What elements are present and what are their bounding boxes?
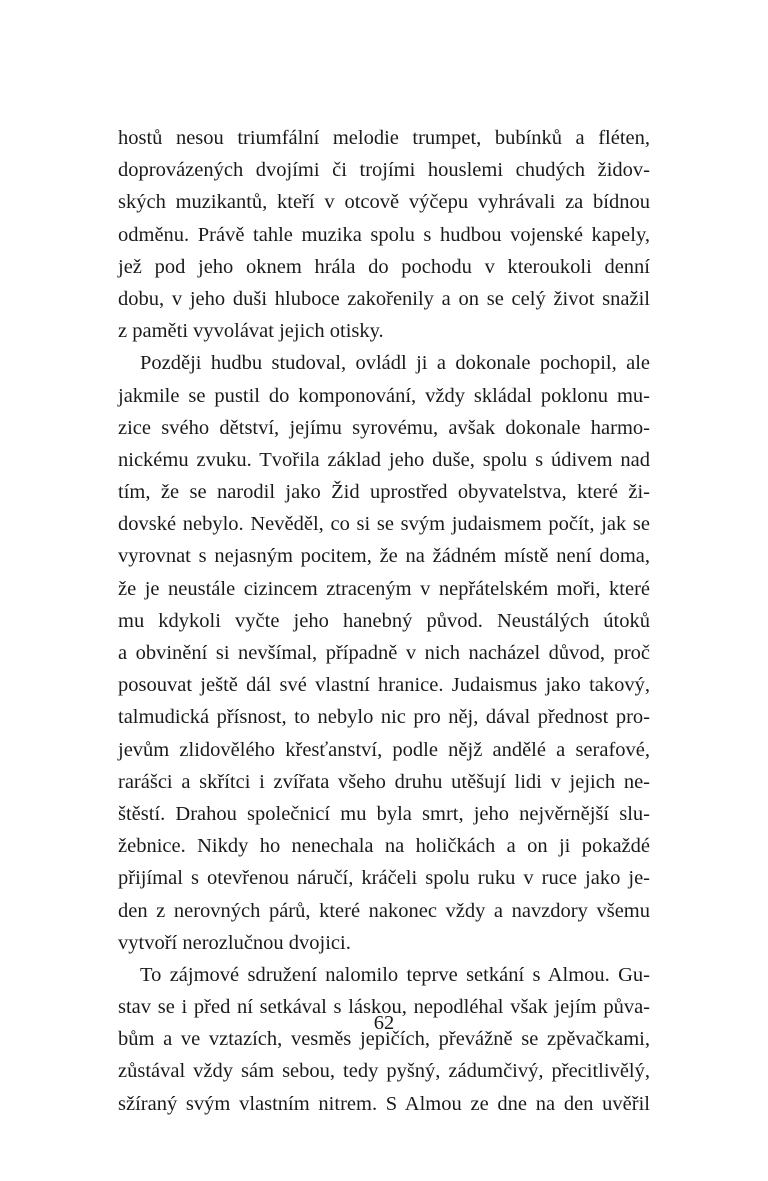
- text-line: den z nerovných párů, které nakonec vždy a navzdory všemu: [118, 899, 650, 922]
- text-line: dobu, v jeho duši hluboce zakořenily a on se celý život snažil: [118, 287, 650, 310]
- text-line: jevům zlidovělého křesťanství, podle nějž andělé a serafové,: [118, 738, 650, 761]
- text-line: žebnice. Nikdy ho nenechala na holičkách a on ji pokaždé: [118, 835, 650, 858]
- text-line: vyrovnat s nejasným pocitem, že na žádném místě není doma,: [118, 545, 650, 568]
- text-line: Později hudbu studoval, ovládl ji a dokonale pochopil, ale: [140, 352, 650, 375]
- text-line: sžíraný svým vlastním nitrem. S Almou ze dne na den uvěřil: [118, 1092, 650, 1115]
- paragraph: [118, 347, 650, 959]
- text-line: hostů nesou triumfální melodie trumpet, bubínků a fléten,: [118, 127, 650, 149]
- text-line: zůstával vždy sám sebou, tedy pyšný, zádumčivý, přecitlivělý,: [118, 1060, 650, 1083]
- text-line: mu kdykoli vyčte jeho hanebný původ. Neustálých útoků: [118, 609, 650, 632]
- text-line: bům a ve vztazích, vesměs jepičích, převážně se zpěvačkami,: [118, 1028, 650, 1051]
- text-line: že je neustále cizincem ztraceným v nepřátelském moři, které: [118, 577, 650, 600]
- body-text: [118, 122, 650, 1120]
- text-line: přijímal s otevřenou náručí, kráčeli spolu ruku v ruce jako je-: [118, 867, 650, 890]
- text-line: tím, že se narodil jako Žid uprostřed obyvatelstva, které ži-: [118, 481, 650, 504]
- text-line: a obvinění si nevšímal, případně v nich nacházel důvod, proč: [118, 642, 650, 664]
- text-line: zice svého dětství, jejímu syrovému, avšak dokonale harmo-: [118, 416, 650, 439]
- page-number: 62: [373, 1012, 395, 1034]
- text-line: nickému zvuku. Tvořila základ jeho duše, spolu s údivem nad: [118, 448, 650, 471]
- text-line: z paměti vyvolávat jejich otisky.: [118, 320, 384, 343]
- paragraph: [118, 959, 650, 1120]
- text-line: To zájmové sdružení nalomilo teprve setkání s Almou. Gu-: [140, 963, 650, 986]
- text-line: ských muzikantů, kteří v otcově výčepu vyhrávali za bídnou: [118, 191, 650, 214]
- text-line: štěstí. Drahou společnicí mu byla smrt, jeho nejvěrnější slu-: [118, 802, 650, 825]
- text-line: jakmile se pustil do komponování, vždy skládal poklonu mu-: [118, 384, 650, 407]
- text-line: talmudická přísnost, to nebylo nic pro něj, dával přednost pro-: [118, 706, 650, 729]
- text-line: jež pod jeho oknem hrála do pochodu v kteroukoli denní: [118, 255, 650, 278]
- text-line: stav se i před ní setkával s láskou, nepodléhal však jejím půva-: [118, 996, 650, 1019]
- text-line: doprovázených dvojími či trojími houslemi chudých židov-: [118, 159, 650, 182]
- text-line: posouvat ještě dál své vlastní hranice. Judaismus jako takový,: [118, 674, 650, 697]
- text-line: dovské nebylo. Nevěděl, co si se svým judaismem počít, jak se: [118, 513, 650, 536]
- text-line: rarášci a skřítci i zvířata všeho druhu utěšují lidi v jejich ne-: [118, 770, 650, 793]
- text-line: odměnu. Právě tahle muzika spolu s hudbou vojenské kapely,: [118, 223, 650, 246]
- text-line: vytvoří nerozlučnou dvojici.: [118, 931, 351, 954]
- paragraph: [118, 122, 650, 347]
